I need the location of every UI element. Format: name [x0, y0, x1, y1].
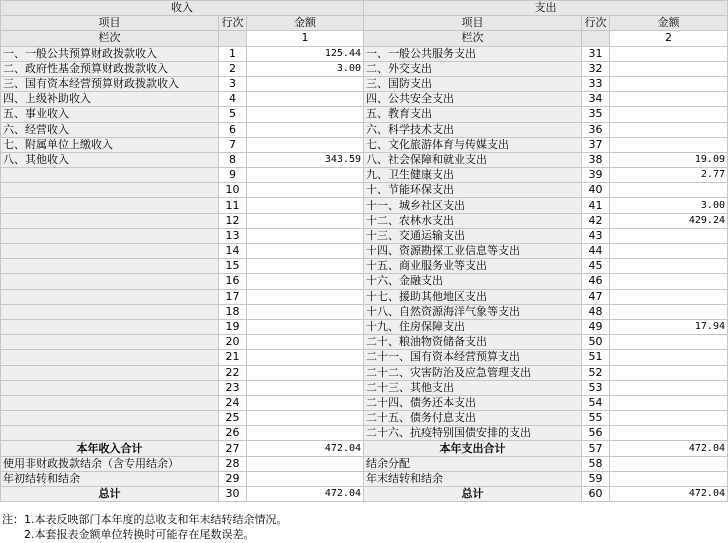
- income-amount: [247, 76, 364, 91]
- expense-item-label: 五、教育支出: [364, 107, 582, 122]
- expense-row-number: 59: [582, 471, 610, 486]
- expense-row-number: 55: [582, 411, 610, 426]
- table-row: [1, 380, 728, 395]
- expense-item-label: 二十二、灾害防治及应急管理支出: [364, 365, 582, 380]
- income-item-label: [1, 198, 219, 213]
- expense-amount: 2.77: [610, 168, 728, 183]
- expense-row-number: 60: [582, 487, 610, 502]
- income-amount: [247, 411, 364, 426]
- income-item-label: 五、事业收入: [1, 107, 219, 122]
- expense-item-label: 十二、农林水支出: [364, 213, 582, 228]
- income-amount-header: 金额: [247, 16, 364, 31]
- income-row-number: 24: [219, 395, 247, 410]
- income-amount: [247, 213, 364, 228]
- income-rowno-header: 行次: [219, 16, 247, 31]
- footnotes: [2, 512, 288, 542]
- expense-amount: [610, 122, 728, 137]
- expense-row-number: 41: [582, 198, 610, 213]
- expense-row-number: 43: [582, 228, 610, 243]
- income-item-label: [1, 319, 219, 334]
- table-row: [1, 122, 728, 137]
- income-row-number: 4: [219, 92, 247, 107]
- table-row: [1, 183, 728, 198]
- income-item-label: [1, 335, 219, 350]
- expense-item-label: 十、节能环保支出: [364, 183, 582, 198]
- expense-amount: [610, 395, 728, 410]
- income-amount: 472.04: [247, 487, 364, 502]
- expense-amount: [610, 107, 728, 122]
- table-row: [1, 350, 728, 365]
- table-row: [1, 441, 728, 456]
- income-row-number: 15: [219, 259, 247, 274]
- expense-row-number: 58: [582, 456, 610, 471]
- expense-amount: [610, 46, 728, 61]
- expense-amount: [610, 426, 728, 441]
- table-row: [1, 411, 728, 426]
- table-row: [1, 335, 728, 350]
- income-amount: [247, 319, 364, 334]
- expense-row-number: 48: [582, 304, 610, 319]
- income-item-label: 总计: [1, 487, 219, 502]
- expense-item-label: 十六、金融支出: [364, 274, 582, 289]
- expense-row-number: 42: [582, 213, 610, 228]
- income-item-label: [1, 228, 219, 243]
- expense-item-label: 十八、自然资源海洋气象等支出: [364, 304, 582, 319]
- expense-amount: [610, 76, 728, 91]
- income-item-label: [1, 426, 219, 441]
- income-column-label: 栏次: [1, 31, 219, 46]
- income-row-number: 3: [219, 76, 247, 91]
- income-row-number: 29: [219, 471, 247, 486]
- income-row-number: 12: [219, 213, 247, 228]
- expense-rowno-header: 行次: [582, 16, 610, 31]
- expense-item-label: 本年支出合计: [364, 441, 582, 456]
- expense-amount: [610, 92, 728, 107]
- expense-item-label: 二十六、抗疫特别国债安排的支出: [364, 426, 582, 441]
- expense-item-label: 年末结转和结余: [364, 471, 582, 486]
- expense-row-number: 53: [582, 380, 610, 395]
- income-item-label: 一、一般公共预算财政拨款收入: [1, 46, 219, 61]
- income-amount: 343.59: [247, 152, 364, 167]
- expense-amount: [610, 289, 728, 304]
- income-column-number: 1: [247, 31, 364, 46]
- expense-amount: [610, 259, 728, 274]
- expense-amount: 472.04: [610, 487, 728, 502]
- income-row-number: 5: [219, 107, 247, 122]
- table-row: [1, 61, 728, 76]
- income-item-label: [1, 350, 219, 365]
- income-item-label: 三、国有资本经营预算财政拨款收入: [1, 76, 219, 91]
- expense-amount: 19.09: [610, 152, 728, 167]
- income-header: 收入: [1, 1, 364, 16]
- income-item-label: [1, 213, 219, 228]
- income-amount: [247, 168, 364, 183]
- expense-row-number: 32: [582, 61, 610, 76]
- expense-row-number: 37: [582, 137, 610, 152]
- expense-amount: [610, 228, 728, 243]
- expense-column-number: 2: [610, 31, 728, 46]
- income-row-number: 20: [219, 335, 247, 350]
- expense-item-label: 总计: [364, 487, 582, 502]
- expense-item-label: 十四、资源勘探工业信息等支出: [364, 244, 582, 259]
- expense-amount-header: 金额: [610, 16, 728, 31]
- income-item-label: [1, 411, 219, 426]
- expense-amount: [610, 350, 728, 365]
- expense-row-number: 33: [582, 76, 610, 91]
- income-row-number: 10: [219, 183, 247, 198]
- table-row: [1, 244, 728, 259]
- income-amount: [247, 380, 364, 395]
- income-item-label: 二、政府性基金预算财政拨款收入: [1, 61, 219, 76]
- expense-item-label: 二十、粮油物资储备支出: [364, 335, 582, 350]
- income-amount: [247, 244, 364, 259]
- expense-row-number: 49: [582, 319, 610, 334]
- expense-amount: [610, 335, 728, 350]
- income-column-blank: [219, 31, 247, 46]
- income-amount: [247, 198, 364, 213]
- income-item-label: [1, 395, 219, 410]
- income-amount: [247, 92, 364, 107]
- income-amount: [247, 365, 364, 380]
- expense-amount: 472.04: [610, 441, 728, 456]
- income-row-number: 13: [219, 228, 247, 243]
- expense-row-number: 46: [582, 274, 610, 289]
- expense-header: 支出: [364, 1, 728, 16]
- expense-row-number: 34: [582, 92, 610, 107]
- table-row: [1, 107, 728, 122]
- expense-row-number: 47: [582, 289, 610, 304]
- expense-amount: [610, 244, 728, 259]
- income-amount: [247, 122, 364, 137]
- income-row-number: 6: [219, 122, 247, 137]
- income-amount: [247, 350, 364, 365]
- table-row: [1, 487, 728, 502]
- table-row: [1, 365, 728, 380]
- table-row: [1, 319, 728, 334]
- footnote-1: 注：1.本表反映部门本年度的总收支和年末结转结余情况。: [2, 513, 288, 526]
- table-row: [1, 137, 728, 152]
- expense-item-label: 六、科学技术支出: [364, 122, 582, 137]
- expense-item-label: 一、一般公共服务支出: [364, 46, 582, 61]
- expense-item-label: 二、外交支出: [364, 61, 582, 76]
- expense-item-label: 二十一、国有资本经营预算支出: [364, 350, 582, 365]
- income-row-number: 19: [219, 319, 247, 334]
- table-row: [1, 198, 728, 213]
- income-row-number: 2: [219, 61, 247, 76]
- income-item-header: 项目: [1, 16, 219, 31]
- table-row: [1, 259, 728, 274]
- expense-amount: [610, 274, 728, 289]
- income-row-number: 7: [219, 137, 247, 152]
- expense-amount: [610, 137, 728, 152]
- expense-amount: [610, 380, 728, 395]
- table-row: [1, 456, 728, 471]
- expense-item-label: 四、公共安全支出: [364, 92, 582, 107]
- expense-row-number: 39: [582, 168, 610, 183]
- income-amount: [247, 228, 364, 243]
- expense-row-number: 57: [582, 441, 610, 456]
- expense-row-number: 35: [582, 107, 610, 122]
- expense-amount: [610, 456, 728, 471]
- income-item-label: 八、其他收入: [1, 152, 219, 167]
- expense-item-label: 二十五、债务付息支出: [364, 411, 582, 426]
- expense-row-number: 44: [582, 244, 610, 259]
- income-row-number: 1: [219, 46, 247, 61]
- table-row: [1, 426, 728, 441]
- table-row: [1, 304, 728, 319]
- expense-row-number: 56: [582, 426, 610, 441]
- income-item-label: 七、附属单位上缴收入: [1, 137, 219, 152]
- income-item-label: [1, 168, 219, 183]
- expense-item-label: 九、卫生健康支出: [364, 168, 582, 183]
- income-row-number: 28: [219, 456, 247, 471]
- table-row: [1, 92, 728, 107]
- income-amount: 3.00: [247, 61, 364, 76]
- table-row: [1, 228, 728, 243]
- expense-amount: 3.00: [610, 198, 728, 213]
- income-item-label: [1, 183, 219, 198]
- income-item-label: 四、上级补助收入: [1, 92, 219, 107]
- footnote-2: 2.本套报表金额单位转换时可能存在尾数误差。: [24, 528, 255, 541]
- income-row-number: 16: [219, 274, 247, 289]
- expense-item-label: 十五、商业服务业等支出: [364, 259, 582, 274]
- income-amount: 125.44: [247, 46, 364, 61]
- income-row-number: 9: [219, 168, 247, 183]
- table-row: [1, 152, 728, 167]
- income-row-number: 27: [219, 441, 247, 456]
- income-row-number: 26: [219, 426, 247, 441]
- income-row-number: 8: [219, 152, 247, 167]
- income-amount: 472.04: [247, 441, 364, 456]
- table-row: [1, 168, 728, 183]
- expense-amount: 429.24: [610, 213, 728, 228]
- expense-item-label: 十一、城乡社区支出: [364, 198, 582, 213]
- income-row-number: 21: [219, 350, 247, 365]
- income-amount: [247, 183, 364, 198]
- income-amount: [247, 304, 364, 319]
- income-amount: [247, 335, 364, 350]
- income-row-number: 18: [219, 304, 247, 319]
- income-amount: [247, 426, 364, 441]
- income-row-number: 11: [219, 198, 247, 213]
- income-row-number: 22: [219, 365, 247, 380]
- income-item-label: [1, 304, 219, 319]
- expense-row-number: 52: [582, 365, 610, 380]
- income-item-label: [1, 274, 219, 289]
- expense-row-number: 40: [582, 183, 610, 198]
- expense-row-number: 45: [582, 259, 610, 274]
- expense-item-label: 十七、援助其他地区支出: [364, 289, 582, 304]
- table-row: [1, 213, 728, 228]
- expense-amount: [610, 61, 728, 76]
- income-item-label: [1, 289, 219, 304]
- expense-amount: [610, 411, 728, 426]
- table-row: [1, 274, 728, 289]
- expense-item-header: 项目: [364, 16, 582, 31]
- expense-column-blank: [582, 31, 610, 46]
- expense-item-label: 二十三、其他支出: [364, 380, 582, 395]
- income-amount: [247, 456, 364, 471]
- table-row: [1, 76, 728, 91]
- expense-item-label: 二十四、债务还本支出: [364, 395, 582, 410]
- table-row: [1, 289, 728, 304]
- income-amount: [247, 259, 364, 274]
- expense-item-label: 八、社会保障和就业支出: [364, 152, 582, 167]
- expense-item-label: 七、文化旅游体育与传媒支出: [364, 137, 582, 152]
- expense-amount: [610, 183, 728, 198]
- expense-amount: [610, 304, 728, 319]
- expense-item-label: 三、国防支出: [364, 76, 582, 91]
- income-amount: [247, 395, 364, 410]
- table-row: [1, 395, 728, 410]
- expense-amount: 17.94: [610, 319, 728, 334]
- income-row-number: 30: [219, 487, 247, 502]
- income-item-label: 本年收入合计: [1, 441, 219, 456]
- expense-row-number: 54: [582, 395, 610, 410]
- income-row-number: 23: [219, 380, 247, 395]
- income-amount: [247, 471, 364, 486]
- income-item-label: [1, 380, 219, 395]
- expense-item-label: 十九、住房保障支出: [364, 319, 582, 334]
- income-row-number: 14: [219, 244, 247, 259]
- income-item-label: [1, 365, 219, 380]
- expense-amount: [610, 471, 728, 486]
- income-item-label: [1, 244, 219, 259]
- income-item-label: [1, 259, 219, 274]
- income-item-label: 年初结转和结余: [1, 471, 219, 486]
- expense-row-number: 36: [582, 122, 610, 137]
- expense-column-label: 栏次: [364, 31, 582, 46]
- income-item-label: 使用非财政拨款结余（含专用结余）: [1, 456, 219, 471]
- table-row: [1, 46, 728, 61]
- expense-row-number: 50: [582, 335, 610, 350]
- expense-row-number: 51: [582, 350, 610, 365]
- income-amount: [247, 137, 364, 152]
- expense-amount: [610, 365, 728, 380]
- expense-item-label: 结余分配: [364, 456, 582, 471]
- income-row-number: 25: [219, 411, 247, 426]
- income-amount: [247, 274, 364, 289]
- expense-item-label: 十三、交通运输支出: [364, 228, 582, 243]
- income-item-label: 六、经营收入: [1, 122, 219, 137]
- expense-row-number: 31: [582, 46, 610, 61]
- income-amount: [247, 107, 364, 122]
- income-amount: [247, 289, 364, 304]
- income-row-number: 17: [219, 289, 247, 304]
- expense-row-number: 38: [582, 152, 610, 167]
- table-row: [1, 471, 728, 486]
